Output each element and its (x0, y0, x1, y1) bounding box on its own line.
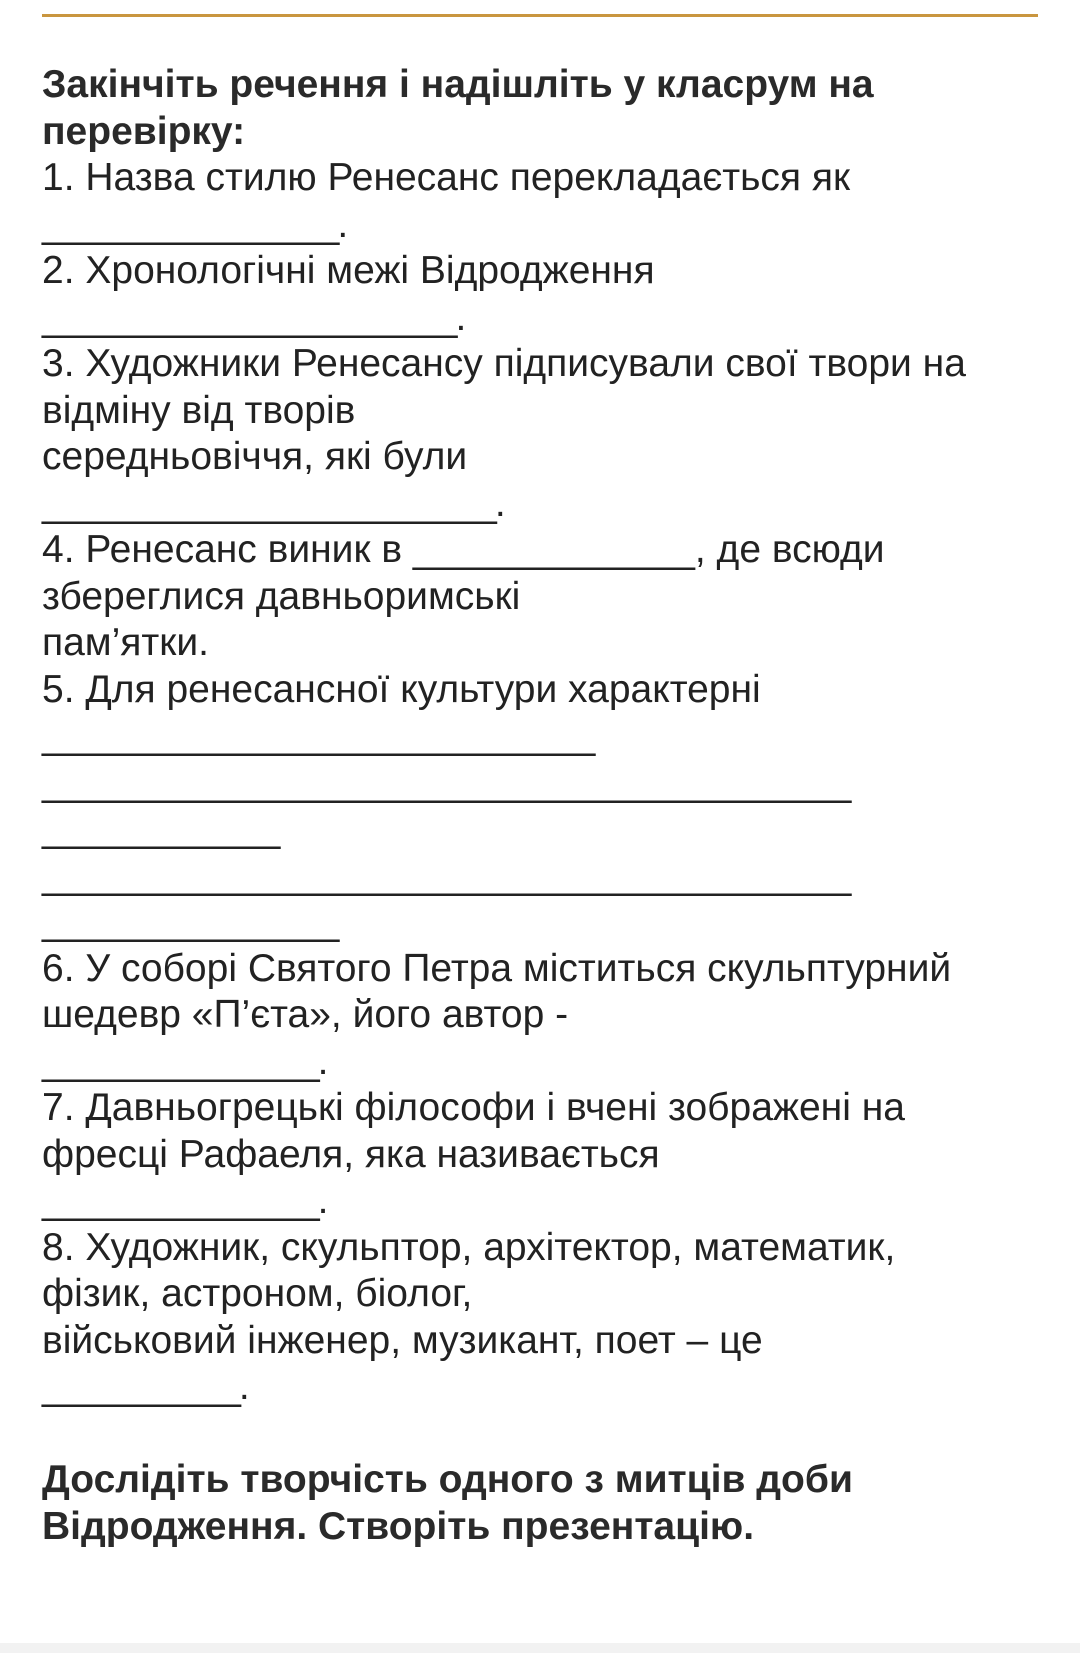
q6-blank: ______________. (42, 1039, 327, 1083)
worksheet (42, 62, 1042, 1550)
section-spacer (42, 1411, 1042, 1458)
q3-blank: _______________________. (42, 481, 504, 525)
q5-blank-1: ____________________________ (42, 714, 594, 757)
q5-blank-3: ____________ (42, 807, 279, 850)
q8-text-1: 8. Художник, скульптор, архітектор, математик, (42, 1225, 896, 1269)
q3-text-1: 3. Художники Ренесансу підписували свої твори на (42, 342, 966, 385)
q6-text-1: 6. У соборі Святого Петра міститься скульптурний (42, 946, 952, 990)
heading-line-2: перевірку: (42, 109, 246, 153)
q8-blank: __________. (42, 1365, 248, 1408)
q7-blank: ______________. (42, 1179, 327, 1222)
q7-text-2: фресці Рафаеля, яка називається (42, 1132, 660, 1176)
q5-blank-5: _______________ (42, 900, 338, 943)
q2-blank: _____________________. (42, 295, 465, 339)
footer-line-2: Відродження. Створіть презентацію. (42, 1504, 755, 1548)
q5-blank-2: _________________________________________ (42, 760, 850, 804)
heading-line-1: Закінчіть речення і надішліть у класрум на (42, 63, 874, 106)
q5-blank-4: _________________________________________ (42, 853, 850, 897)
top-divider (42, 14, 1038, 17)
q6-text-2: шедевр «П’єта», його автор - (42, 993, 569, 1036)
footer-line-1: Дослідіть творчість одного з митців доби (42, 1458, 853, 1501)
q3-text-3: середньовіччя, які були (42, 435, 468, 478)
q3-text-2: відміну від творів (42, 388, 356, 432)
q1-text: 1. Назва стилю Ренесанс перекладається як (42, 156, 851, 199)
q2-text: 2. Хронологічні межі Відродження (42, 249, 655, 292)
q8-text-2: фізик, астроном, біолог, (42, 1272, 473, 1315)
q1-blank: _______________. (42, 202, 347, 246)
bottom-edge (0, 1643, 1080, 1653)
q4-text-3: пам’ятки. (42, 621, 209, 664)
q7-text-1: 7. Давньогрецькі філософи і вчені зображені на (42, 1086, 905, 1129)
q8-text-3: військовий інженер, музикант, поет – це (42, 1318, 763, 1362)
q4-text-2: збереглися давньоримські (42, 574, 521, 618)
q5-text: 5. Для ренесансної культури характерні (42, 667, 761, 711)
q4-text-1: 4. Ренесанс виник в _____________, де всюди (42, 528, 885, 571)
